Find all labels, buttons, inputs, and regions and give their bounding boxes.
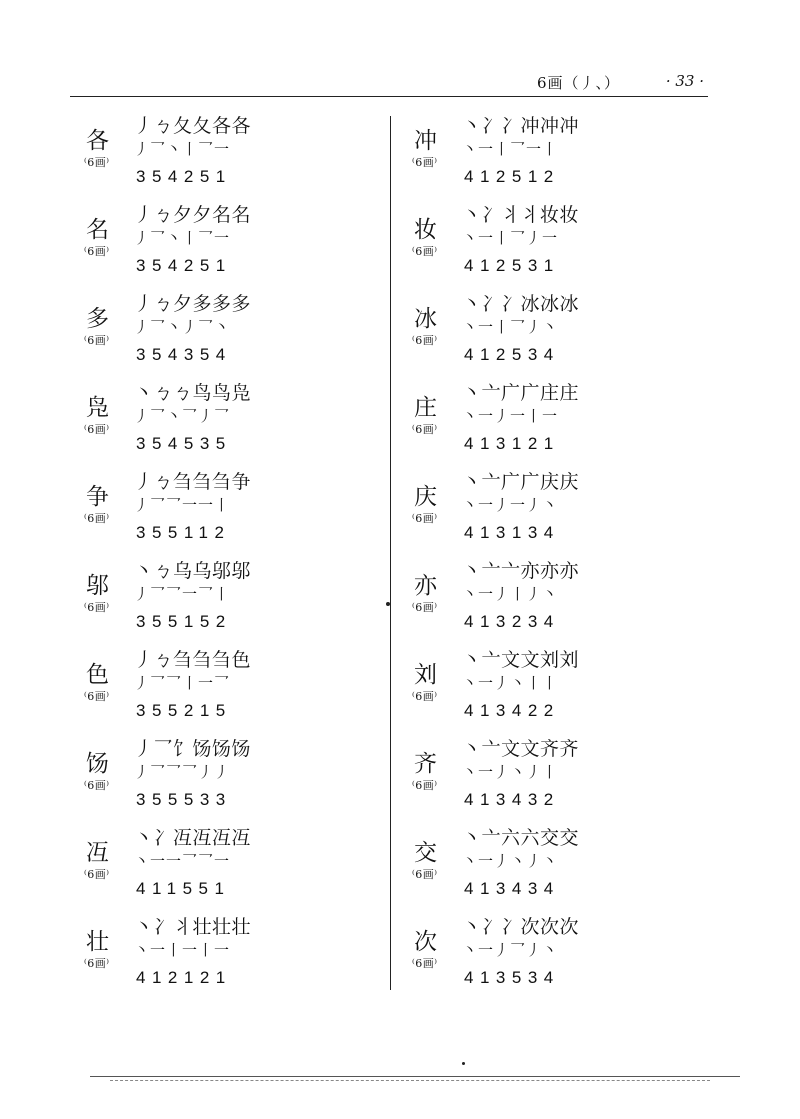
stroke-codes: 354535 [136,434,232,453]
stroke-shapes: 丶一丨一丨一 [134,941,231,959]
stroke-count: ⁽6画⁾ [412,423,438,436]
character: 亦 [414,573,437,599]
stroke-order-steps: 丶冫丬丬妆妆 [462,204,580,226]
stroke-shapes: 丶一一乛乛一 [134,852,231,870]
stroke-shapes: 丿乛乛一一丨 [134,496,231,514]
stroke-shapes: 丿乛乛丨一乛 [134,674,231,692]
stroke-shapes: 丶一丿乛丿丶 [462,941,559,959]
stroke-count: ⁽6画⁾ [84,690,110,703]
stroke-order-steps: 丶亠六六交交 [462,827,580,849]
stroke-count: ⁽6画⁾ [412,779,438,792]
stroke-shapes: 丶一丨乛一丨 [462,140,559,158]
stroke-codes: 413422 [464,701,560,720]
stroke-shapes: 丿乛乛一乛丨 [134,585,231,603]
stroke-shapes: 丶一丨乛丿一 [462,229,559,247]
stroke-count: ⁽6画⁾ [412,690,438,703]
stroke-count: ⁽6画⁾ [84,423,110,436]
stroke-shapes: 丶一丨乛丿丶 [462,318,559,336]
section-title: 6画（丿、） [536,74,620,92]
stroke-codes: 354251 [136,256,232,275]
stroke-count: ⁽6画⁾ [412,601,438,614]
stroke-order-steps: 丶冫丬壮壮壮 [134,916,252,938]
stroke-order-steps: 丶亠广广庆庆 [462,471,580,493]
char-entry [80,290,380,379]
scan-speck [386,602,390,606]
column-divider [390,116,391,990]
stroke-codes: 355215 [136,701,232,720]
char-entry [80,824,380,913]
stroke-codes: 355112 [136,523,231,542]
header-rule [70,96,708,97]
stroke-count: ⁽6画⁾ [84,512,110,525]
char-entry [80,468,380,557]
stroke-codes: 413121 [464,434,560,453]
stroke-codes: 413432 [464,790,560,809]
bottom-rule [90,1076,740,1077]
stroke-count: ⁽6画⁾ [84,779,110,792]
scan-speck [462,1062,465,1065]
stroke-count: ⁽6画⁾ [84,156,110,169]
stroke-shapes: 丶一丿丶丿丨 [462,763,559,781]
character: 齐 [414,751,437,777]
stroke-codes: 413434 [464,879,560,898]
char-entry [408,646,708,735]
char-entry [80,913,380,1002]
page-header [70,70,708,96]
right-column [408,112,708,1002]
stroke-codes: 413134 [464,523,560,542]
stroke-count: ⁽6画⁾ [84,334,110,347]
character: 庆 [414,484,437,510]
stroke-order-steps: 丶亠文文刘刘 [462,649,580,671]
character: 交 [414,840,437,866]
stroke-order-steps: 丿ㄅ夕多多多 [134,293,252,315]
stroke-shapes: 丿乛丶丨乛一 [134,229,231,247]
character: 冲 [414,128,437,154]
left-column [80,112,380,1002]
char-entry [80,201,380,290]
stroke-codes: 412121 [136,968,232,987]
stroke-shapes: 丶一丿丶丿丶 [462,852,559,870]
stroke-order-steps: 丶ㄅㄅ鸟鸟凫 [134,382,252,404]
stroke-order-steps: 丿乛饣饧饧饧 [134,738,252,760]
char-entry [80,379,380,468]
stroke-shapes: 丶一丿丨丿丶 [462,585,559,603]
char-entry [408,290,708,379]
stroke-codes: 354251 [136,167,232,186]
stroke-count: ⁽6画⁾ [412,957,438,970]
stroke-shapes: 丶一丿一丨一 [462,407,559,425]
stroke-shapes: 丶一丿一丿丶 [462,496,559,514]
char-entry [408,468,708,557]
stroke-codes: 413234 [464,612,560,631]
stroke-order-steps: 丶冫冫冰冰冰 [462,293,580,315]
stroke-count: ⁽6画⁾ [84,957,110,970]
stroke-codes: 355152 [136,612,232,631]
stroke-order-steps: 丶冫冫冲冲冲 [462,115,580,137]
character: 冱 [86,840,109,866]
stroke-codes: 354354 [136,345,232,364]
stroke-order-steps: 丶亠广广庄庄 [462,382,580,404]
char-entry [80,735,380,824]
character: 饧 [86,751,109,777]
stroke-shapes: 丶一丿丶丨丨 [462,674,559,692]
stroke-count: ⁽6画⁾ [84,245,110,258]
character: 次 [414,929,437,955]
char-entry [408,379,708,468]
character: 各 [86,128,109,154]
stroke-count: ⁽6画⁾ [84,601,110,614]
stroke-count: ⁽6画⁾ [412,868,438,881]
stroke-codes: 412512 [464,167,560,186]
stroke-order-steps: 丶ㄅ乌乌邬邬 [134,560,252,582]
character: 庄 [414,395,437,421]
char-entry [80,646,380,735]
stroke-shapes: 丿乛丶丿乛丶 [134,318,231,336]
stroke-count: ⁽6画⁾ [412,156,438,169]
character: 色 [86,662,109,688]
stroke-count: ⁽6画⁾ [412,512,438,525]
page-number: · 33 · [665,72,704,90]
stroke-order-steps: 丿ㄅ刍刍刍争 [134,471,252,493]
character: 妆 [414,217,437,243]
character: 凫 [86,395,109,421]
stroke-order-steps: 丶冫冱冱冱冱 [134,827,252,849]
char-entry [80,557,380,646]
character: 邬 [86,573,109,599]
stroke-codes: 355533 [136,790,232,809]
stroke-codes: 412531 [464,256,560,275]
character: 冰 [414,306,437,332]
stroke-order-steps: 丶冫冫次次次 [462,916,580,938]
stroke-shapes: 丿乛乛乛丿丿 [134,763,231,781]
character: 刘 [414,662,437,688]
char-entry [408,112,708,201]
stroke-count: ⁽6画⁾ [84,868,110,881]
stroke-order-steps: 丶亠亠亦亦亦 [462,560,580,582]
character: 争 [86,484,109,510]
stroke-codes: 412534 [464,345,560,364]
bottom-rule-faint [110,1080,710,1081]
char-entry [408,824,708,913]
stroke-order-steps: 丿ㄅ夂夂各各 [134,115,252,137]
character: 名 [86,217,109,243]
char-entry [408,913,708,1002]
character: 壮 [86,929,109,955]
char-entry [80,112,380,201]
stroke-count: ⁽6画⁾ [412,245,438,258]
stroke-shapes: 丿乛丶乛丿乛 [134,407,231,425]
stroke-codes: 413534 [464,968,560,987]
char-entry [408,735,708,824]
stroke-order-steps: 丿ㄅ夕夕名名 [134,204,252,226]
stroke-order-steps: 丿ㄅ刍刍刍色 [134,649,252,671]
char-entry [408,557,708,646]
stroke-order-steps: 丶亠文文齐齐 [462,738,580,760]
char-entry [408,201,708,290]
stroke-shapes: 丿乛丶丨乛一 [134,140,231,158]
character: 多 [86,306,109,332]
stroke-codes: 411551 [136,879,231,898]
stroke-count: ⁽6画⁾ [412,334,438,347]
